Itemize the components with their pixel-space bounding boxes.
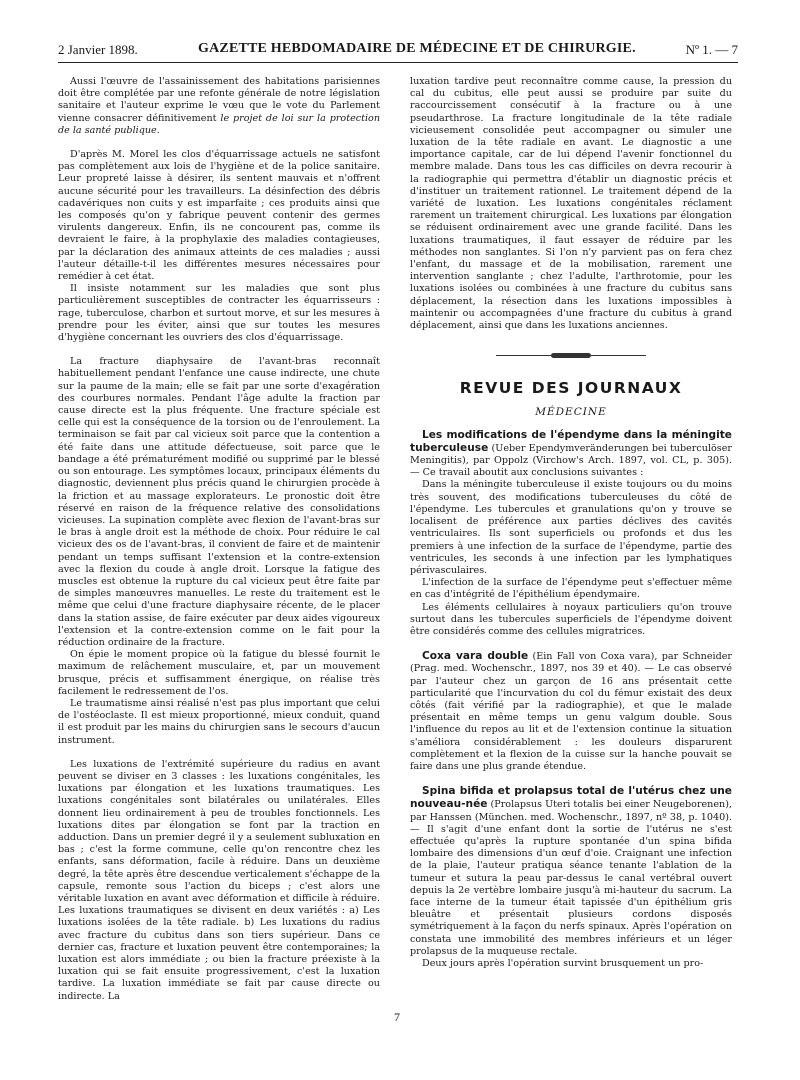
article: Les modifications de l'épendyme dans la méningite tuberculeuse (Ueber Ependymveränderungen bei tuberculöser Meningitis), par Oppolz (Virchow's Arch. 1897, vol. CL, p. 305). — Ce travail aboutit aux conclusions suivantes :: [410, 428, 732, 479]
paragraph: Les éléments cellulaires à noyaux particuliers qu'on trouve surtout dans les tubercules superficiels de l'épendyme doivent être considérés comme des cellules migratrices.: [410, 601, 732, 637]
paragraph: Deux jours après l'opération survint brusquement un pro-: [422, 958, 704, 969]
article-title: Les modifications de l'épendyme dans la méningite tuberculeuse: [410, 428, 732, 454]
subsection-heading: MÉDECINE: [535, 406, 607, 419]
right-column: [410, 76, 732, 970]
paragraph: Dans la méningite tuberculeuse il existe toujours ou du moins très souvent, des modifications tuberculeuses du côté de l'épendyme. Les tubercules et granulations qu'on y trouve se localisent de préférence aux parties déclives des cavités ventriculaires. Ils sont superficiels ou profonds et dus les premiers à une infection de la surface de l'épendyme, partie des ventricules, les seconds à une infection par les lymphatiques périvasculaires.: [410, 479, 732, 576]
paragraph: luxation tardive peut reconnaître comme cause, la pression du cal du cubitus, elle peut aussi se produire par suite du raccourcissement consécutif à la fracture ou à une pseudarthrose. La fracture longitudinale de la tête radiale vicieusement consolidée peut accompagner ou simuler une luxation de la tête radiale en avant. Le diagnostic a une importance capitale, car de lui dépend l'avenir fonctionnel du membre malade. Dans tous les cas difficiles on devra recourir à la radiographie qui permettra d'établir un diagnostic précis et d'instituer un traitement rationnel. Le traitement dépend de la variété de luxation. Les luxations congénitales réclament rarement un traitement chirurgical. Les luxations par élongation se réduisent ordinairement avec une grande facilité. Dans les luxations traumatiques, il faut essayer de réduire par les méthodes non sanglantes. Si l'on n'y parvient pas on fera chez l'enfant, du massage et de la mobilisation, rarement une intervention sanglante ; chez l'adulte, l'arthrotomie, pour les luxations isolées ou combinées à une fracture du cubitus sans déplacement, la résection dans les luxations impossibles à maintenir ou accompagnées d'une fracture du cubitus à grand déplacement, ainsi que dans les luxations anciennes.: [410, 76, 732, 332]
paragraph: Il insiste notamment sur les maladies que sont plus particulièrement susceptibles de contracter les équarrisseurs : rage, tuberculose, charbon et surtout morve, et sur les mesures à prendre pour les éviter, ainsi que sur toutes les mesures d'hygiène concernant les ouvriers des clos d'équarrissage.: [58, 283, 380, 344]
paragraph: La fracture diaphysaire de l'avant-bras reconnaît habituellement pendant l'enfance une cause indirecte, une chute sur la paume de la main; elle se fait par une sorte d'exagération des courbures normales. Pendant l'âge adulte la fraction par cause directe est la plus fréquente. Une fracture spéciale est celle qui est la conséquence de la torsion ou de l'enroulement. La terminaison se fait par cal vicieux soit parce que la contention a été faite dans une attitude défectueuse, soit parce que le bandage a été prématurément modifié ou supprimé par le blessé ou son entourage. Les symptômes locaux, principaux éléments du diagnostic, deviennent plus précis quand le chirurgien procède à la friction et au massage explorateurs. Le pronostic doit être réservé en raison de la fréquence relative des consolidations vicieuses. La supination complète avec flexion de l'avant-bras sur le bras à angle droit est la méthode de choix. Pour réduire le cal vicieux des os de l'avant-bras, il convient de faire et de maintenir pendant un temps suffisant l'extension et la contre-extension avec la flexion du coude à angle droit. Lorsque la fatigue des muscles est obtenue la rupture du cal vicieux peut être faite par de simples manœuvres manuelles. Le reste du traitement est le même que celui d'une fracture diaphysaire récente, de le placer dans la station assise, de faire exécuter par deux aides vigoureux l'extension et la contre-extension comme on le fait pour la réduction ordinaire de la fracture.: [58, 356, 380, 648]
page-number: 7: [394, 1010, 400, 1024]
article-title: Spina bifida et prolapsus total de l'utérus chez une nouveau-née: [410, 785, 732, 811]
left-column: [58, 76, 380, 1003]
article: Coxa vara double (Ein Fall von Coxa vara), par Schneider (Prag. med. Wochenschr., 1897, nos 39 et 40). — Le cas observé par l'auteur chez un garçon de 16 ans présentait cette particularité que l'incurvation du col du fémur existait des deux côtés (fait vérifié par la radiographie), et que le malade présentait en même temps un genu valgum double. Sous l'influence du repos au lit et de l'extension continue la situation s'améliora considérablement : les douleurs disparurent complètement et la flexion de la cuisse sur la hanche pouvait se faire dans une plus grande étendue.: [410, 650, 732, 772]
section-heading: REVUE DES JOURNAUX: [459, 379, 683, 398]
paragraph: On épie le moment propice où la fatigue du blessé fournit le maximum de relâchement musculaire, et, par un mouvement brusque, précis et suffisamment énergique, on réalise très facilement le redressement de l'os.: [58, 649, 380, 697]
paragraph: Aussi l'œuvre de l'assainissement des habitations parisiennes doit être complétée par une refonte générale de notre législation sanitaire et l'auteur exprime le vœu que le vote du Parlement vienne consacrer définitivement le projet de loi sur la protection de la santé publique.: [58, 76, 380, 136]
paragraph: Le traumatisme ainsi réalisé n'est pas plus important que celui de l'ostéoclaste. Il est mieux proportionné, mieux conduit, quand il est produit par les mains du chirurgien sans le secours d'aucun instrument.: [58, 697, 380, 746]
issue-page-number: Nº 1. — 7: [685, 42, 738, 57]
paragraph: L'infection de la surface de l'épendyme peut s'effectuer même en cas d'intégrité de l'épithélium épendymaire.: [410, 577, 732, 601]
article: Spina bifida et prolapsus total de l'utérus chez une nouveau-née (Prolapsus Uteri totalis bei einer Neugeborenen), par Hanssen (München. med. Wochenschr., 1897, nº 38, p. 1040). — Il s'agit d'une enfant dont la sortie de l'utérus ne s'est effectuée qu'après la rupture spontanée d'un spina bifida lombaire des dimensions d'un œuf d'oie. Craignant une infection de la plaie, l'auteur pratiqua séance tenante l'ablation de la tumeur et sutura la peau par-dessus le canal vertébral ouvert depuis la 2e vertèbre lombaire jusqu'à mi-hauteur du sacrum. La face interne de la tumeur était tapissée d'un épithélium gris bleuâtre et présentait plusieurs cordons disposés symétriquement à la façon du nerfs spinaux. Après l'opération on constata une immobilité des membres inférieurs et un léger prolapsus de la muqueuse rectale.: [410, 785, 732, 957]
page-header: [58, 38, 738, 63]
journal-title: GAZETTE HEBDOMADAIRE DE MÉDECINE ET DE CHIRURGIE.: [198, 41, 636, 56]
paragraph: Les luxations de l'extrémité supérieure du radius en avant peuvent se diviser en 3 classes : les luxations congénitales, les luxations par élongation et les luxations traumatiques. Les luxations congénitales sont bilatérales ou unilatérales. Elles donnent lieu ordinairement à peu de troubles fonctionnels. Les luxations dites par élongation se font par la traction en adduction. Dans un premier degré il y a seulement subluxation en bas ; c'est la forme commune, celle qu'on rencontre chez les enfants, sans déformation, facile à réduire. Dans un deuxième degré, la tête après être descendue verticalement s'échappe de la capsule, remonte sous l'action du biceps ; c'est alors une véritable luxation en avant avec déformation et difficile à réduire. Les luxations traumatiques se divisent en deux variétés : a) Les luxations isolées de la tête radiale. b) Les luxations du radius avec fracture du cubitus dans son tiers supérieur. Dans ce dernier cas, fracture et luxation peuvent être contemporaines; la luxation est alors immédiate ; ou bien la fracture préexiste à la luxation qui se fait ensuite progressivement, c'est la luxation tardive. La luxation immédiate se fait par cause directe ou indirecte. La: [58, 758, 380, 1002]
article-title: Coxa vara double: [422, 650, 529, 663]
ornament-divider: [496, 352, 646, 360]
paragraph: D'après M. Morel les clos d'équarrissage actuels ne satisfont pas complètement aux lois de l'hygiène et de la police sanitaire. Leur propreté laisse à désirer, ils sentent mauvais et n'offrent aucune sécurité pour les travailleurs. La désinfection des débris cadavériques non cuits y est imparfaite ; ces produits ainsi que les composés qu'on y fabrique peuvent contenir des germes virulents dangereux. Enfin, ils ne concourent pas, comme ils devraient le faire, à la prophylaxie des maladies contagieuses, par la déclaration des animaux atteints de ces maladies ; aussi l'auteur détaille-t-il les différentes mesures nécessaires pour remédier à cet état.: [58, 149, 380, 283]
issue-date: 2 Janvier 1898.: [58, 42, 138, 57]
